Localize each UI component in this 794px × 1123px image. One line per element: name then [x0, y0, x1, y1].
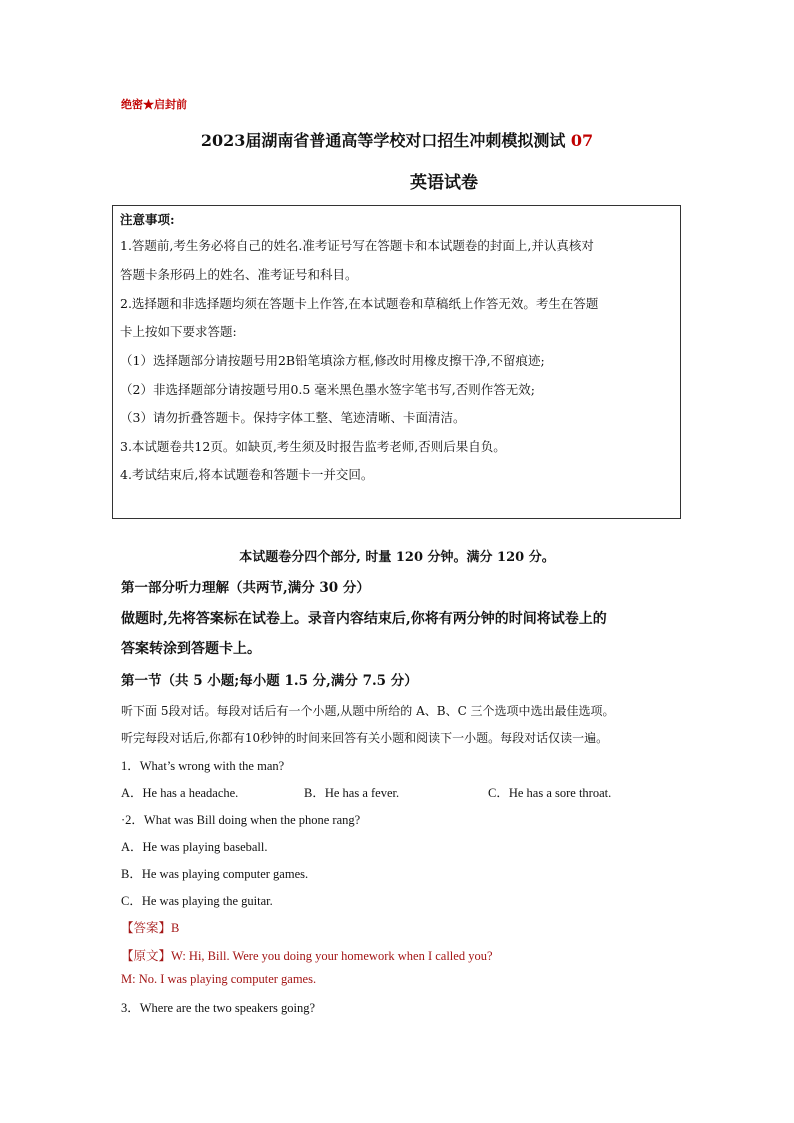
answer-label: 【答案】B: [121, 921, 180, 935]
q2-option-b: B．He was playing computer games.: [121, 867, 309, 881]
q2-option-c: C．He was playing the guitar.: [121, 894, 273, 908]
notice-line: 卡上按如下要求答题:: [120, 324, 237, 339]
exam-intro: 本试题卷分四个部分, 时量 120 分钟。满分 120 分。: [239, 550, 555, 565]
question-3: 3．Where are the two speakers going?: [121, 1001, 316, 1015]
section1-directions: 听下面 5段对话。每段对话后有一个小题,从题中所给的 A、B、C 三个选项中选出最佳选项。: [121, 704, 615, 718]
notice-line: 答题卡条形码上的姓名、准考证号和科目。: [120, 267, 358, 282]
part1-instruction: 做题时,先将答案标在试卷上。录音内容结束后,你将有两分钟的时间将试卷上的: [121, 611, 607, 627]
exam-title-number: 07: [570, 131, 594, 150]
notice-line: 4.考试结束后,将本试题卷和答题卡一并交回。: [120, 467, 374, 482]
confidential-label: 绝密★启封前: [121, 98, 187, 111]
exam-title: [0, 128, 794, 151]
notice-line: （1）选择题部分请按题号用2B铅笔填涂方框,修改时用橡皮擦干净,不留痕迹;: [120, 353, 545, 368]
notice-line: （3）请勿折叠答题卡。保持字体工整、笔迹清晰、卡面清洁。: [120, 410, 466, 425]
notice-line: （2）非选择题部分请按题号用0.5 毫米黑色墨水签字笔书写,否则作答无效;: [120, 382, 535, 397]
section1-heading: 第一节（共 5 小题;每小题 1.5 分,满分 7.5 分）: [121, 673, 418, 689]
exam-subtitle: 英语试卷: [410, 173, 478, 193]
part1-heading: 第一部分听力理解（共两节,满分 30 分）: [121, 580, 370, 596]
notice-line: 1.答题前,考生务必将自己的姓名.准考证号写在答题卡和本试题卷的封面上,并认真核对: [120, 238, 594, 253]
notice-line: 2.选择题和非选择题均须在答题卡上作答,在本试题卷和草稿纸上作答无效。考生在答题: [120, 296, 599, 311]
notice-box: [112, 205, 681, 519]
q2-option-a: A．He was playing baseball.: [121, 840, 268, 854]
notice-heading: 注意事项:: [120, 212, 175, 227]
part1-instruction: 答案转涂到答题卡上。: [121, 641, 261, 657]
q1-option-b: B．He has a fever.: [304, 786, 400, 800]
exam-title-main: 2023届湖南省普通高等学校对口招生冲刺模拟测试: [200, 131, 571, 150]
question-1: 1．What’s wrong with the man?: [121, 759, 285, 773]
section1-directions: 听完每段对话后,你都有10秒钟的时间来回答有关小题和阅读下一小题。每段对话仅读一遍。: [121, 731, 609, 745]
q1-option-a: A．He has a headache.: [121, 786, 239, 800]
q1-option-c: C．He has a sore throat.: [488, 786, 612, 800]
transcript-line: M: No. I was playing computer games.: [121, 972, 317, 986]
question-2: ·2．What was Bill doing when the phone rang?: [121, 813, 361, 827]
notice-line: 3.本试题卷共12页。如缺页,考生须及时报告监考老师,否则后果自负。: [120, 439, 506, 454]
transcript-line: 【原文】W: Hi, Bill. Were you doing your homework when I called you?: [121, 949, 493, 963]
